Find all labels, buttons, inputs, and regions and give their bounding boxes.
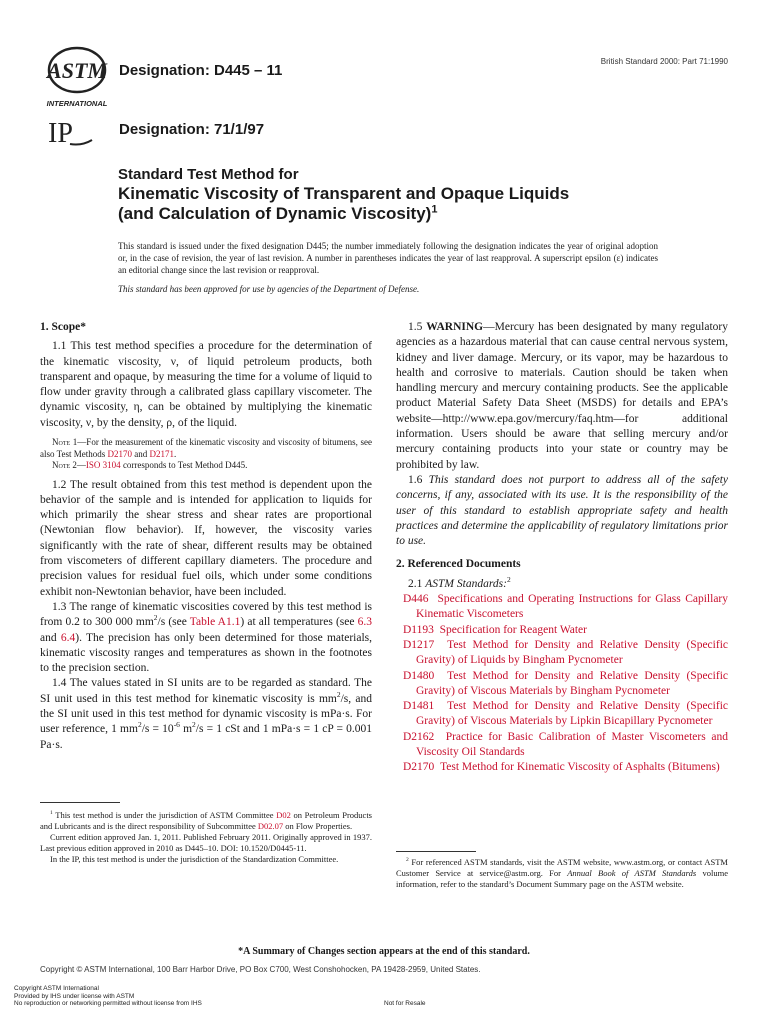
astm-designation: Designation: D445 – 11 — [119, 62, 283, 79]
para-1-1: 1.1 This test method specifies a procedure for the determination of the kinematic viscosity, ν, of liquid petroleum products, both transparent and opaque, by measuring the time for a volume of liquid to flow under gravity through a calibrated glass capillary viscometer. The dynamic viscosity, η, can be obtained by multiplying the kinematic viscosity, ν, by the density, ρ, of the liquid. — [40, 340, 372, 429]
reference-code-link[interactable]: D1480 — [403, 669, 435, 682]
footnote-rule-2 — [396, 851, 476, 852]
reference-title-link[interactable]: Test Method for Kinematic Viscosity of Asphalts (Bitumens) — [440, 761, 720, 774]
svg-text:ASTM: ASTM — [47, 58, 107, 83]
note-1: Note 1—For the measurement of the kinematic viscosity and viscosity of bitumens, see also Test Methods D2170 and D2171. — [40, 437, 372, 459]
para-1-3: 1.3 The range of kinematic viscosities covered by this test method is from 0.2 to 300 000 $mm^2/s$ (see Table A1.1) at all temperatures (see 6.3 and 6.4). The precision has only been determined for those materials, kinematic viscosity ranges and temperatures as shown in the footnotes to the precision section. — [40, 600, 373, 675]
reference-item — [396, 623, 728, 638]
summary-of-changes-note: *A Summary of Changes section appears at the end of this standard. — [238, 946, 530, 957]
reference-code-link[interactable]: D2162 — [403, 730, 435, 743]
reference-title-link[interactable]: Test Method for Density and Relative Density (Specific Gravity) of Viscous Materials by Lipkin Bicapillary Pycnometer — [416, 700, 728, 728]
copyright-line: Copyright © ASTM International, 100 Barr Harbor Drive, PO Box C700, West Conshohocken, PA 19428-2959, United States. — [40, 965, 481, 974]
para-1-2: 1.2 The result obtained from this test method is dependent upon the behavior of the sample and is intended for application to liquids for which primarily the shear stress and shear rates are proportional (Newtonian flow behavior). If, however, the viscosity varies significantly with the rate of shear, different results may be obtained from viscometers of different capillary diameters. The procedure and precision values for residual fuel oils, which under some conditions exhibit non-Newtonian behavior, have been included. — [40, 478, 372, 598]
link-table-a1-1[interactable]: Table A1.1 — [189, 616, 241, 629]
para-1-5: 1.5 WARNING—Mercury has been designated by many regulatory agencies as a hazardous material that can cause central nervous system, kidney and liver damage. Mercury, or its vapor, may be hazardous to health and corrosive to materials. Caution should be taken when handling mercury and mercury containing products. See the applicable product Material Safety Data Sheet (MSDS) for details and EPA’s website—http://www.epa.gov/mercury/faq.htm—for additional information. Users should be aware that selling mercury and/or mercury containing products into your state or country may be prohibited by law. — [396, 321, 728, 471]
link-d02[interactable]: D02 — [276, 810, 291, 820]
title-footnote-mark: 1 — [431, 203, 438, 216]
scope-heading: 1. Scope* — [40, 321, 86, 333]
reference-code-link[interactable]: D1481 — [403, 700, 435, 713]
intro-paragraph: This standard is issued under the fixed designation D445; the number immediately following the designation indicates the year of original adoption or, in the case of revision, the year of last revision. A number in parentheses indicates the year of last reapproval. A superscript epsilon (ε) indicates an editorial change since the last revision or reapproval. — [118, 241, 658, 275]
reference-item — [396, 592, 728, 623]
licence-notice: Copyright ASTM International Provided by IHS under license with ASTM No reproduction or networking permitted without license from IHS — [14, 985, 202, 1007]
title-line-3: (and Calculation of Dynamic Viscosity) — [118, 204, 432, 223]
not-for-resale: Not for Resale — [384, 1000, 426, 1007]
reference-code-link[interactable]: D2170 — [403, 761, 435, 774]
reference-item — [396, 760, 728, 775]
reference-title-link[interactable]: Specification for Reagent Water — [439, 623, 587, 636]
link-d2170[interactable]: D2170 — [107, 448, 132, 459]
reference-item — [396, 638, 728, 669]
footnote-1: $^1$ This test method is under the jurisdiction of ASTM Committee D02 on Petroleum Products and Lubricants and is the direct responsibility of Subcommittee D02.07 on Flow Properties. Current edition approved Jan. 1, 2011. Published February 2011. Originally approved in 1937. Last previous edition approved in 2010 as D445–10. DOI: 10.1520/D0445-11. In the IP, this test method is under the jurisdiction of the Standardization Committee. — [40, 810, 372, 864]
link-d2171[interactable]: D2171 — [149, 448, 174, 459]
referenced-documents-heading: 2. Referenced Documents — [396, 558, 521, 571]
link-6-4[interactable]: 6.4 — [60, 631, 76, 644]
astm-logo — [42, 46, 112, 110]
para-1-6: 1.6 This standard does not purport to address all of the safety concerns, if any, associated with its use. It is the responsibility of the user of this standard to establish appropriate safety and health practices and determine the applicability of regulatory limitations prior to use. — [396, 473, 729, 548]
ip-logo — [46, 118, 94, 148]
footnote-rule-1 — [40, 802, 120, 803]
british-standard: British Standard 2000: Part 71:1990 — [600, 57, 728, 66]
reference-title-link[interactable]: Test Method for Density and Relative Density (Specific Gravity) of Liquids by Bingham Pycnometer — [416, 638, 728, 667]
svg-text:IP: IP — [48, 118, 73, 148]
para-1-4: 1.4 The values stated in SI units are to be regarded as standard. The SI unit used in this test method for kinematic viscosity is $mm^2/s$, and the SI unit used in this test method for dynamic viscosity is mPa·s. For user reference, 1 $mm^2/s = 10^{-6}$ $m^2/s = 1$ cSt and 1 mPa·s = 1 cP = 0.001 Pa·s. — [40, 677, 373, 751]
dod-approval: This standard has been approved for use by agencies of the Department of Defense. — [118, 284, 420, 294]
para-2-1: 2.1 ASTM Standards:$^2$ — [408, 574, 511, 590]
reference-list — [396, 592, 728, 776]
reference-item — [396, 730, 728, 761]
left-column — [40, 320, 372, 753]
title-line-1: Standard Test Method for — [118, 166, 299, 183]
title-line-2: Kinematic Viscosity of Transparent and Opaque Liquids — [118, 184, 570, 203]
reference-title-link[interactable]: Practice for Basic Calibration of Master Viscometers and Viscosity Oil Standards — [416, 730, 728, 759]
ip-designation: Designation: 71/1/97 — [119, 121, 265, 138]
reference-title-link[interactable]: Test Method for Density and Relative Density (Specific Gravity) of Viscous Materials by Bingham Pycnometer — [416, 669, 728, 697]
link-d02-07[interactable]: D02.07 — [257, 821, 284, 831]
astm-logo-text: INTERNATIONAL — [46, 99, 108, 108]
link-6-3[interactable]: 6.3 — [357, 616, 372, 629]
link-iso-3104[interactable]: ISO 3104 — [85, 460, 121, 471]
reference-title-link[interactable]: Specifications and Operating Instructions for Glass Capillary Kinematic Viscometers — [416, 593, 729, 621]
reference-item — [396, 669, 728, 700]
note-2: Note 2—ISO 3104 corresponds to Test Method D445. — [52, 460, 248, 471]
reference-item — [396, 699, 728, 730]
right-column — [396, 320, 728, 776]
document-title — [118, 166, 718, 224]
reference-code-link[interactable]: D1217 — [403, 638, 435, 651]
reference-code-link[interactable]: D1193 — [403, 623, 434, 636]
reference-code-link[interactable]: D446 — [403, 593, 429, 606]
footnote-2: $^2$ For referenced ASTM standards, visit the ASTM website, www.astm.org, or contact ASTM Customer Service at service@astm.org. For Annual Book of ASTM Standards volume information, refer to the standard’s Document Summary page on the ASTM website. — [396, 857, 728, 889]
